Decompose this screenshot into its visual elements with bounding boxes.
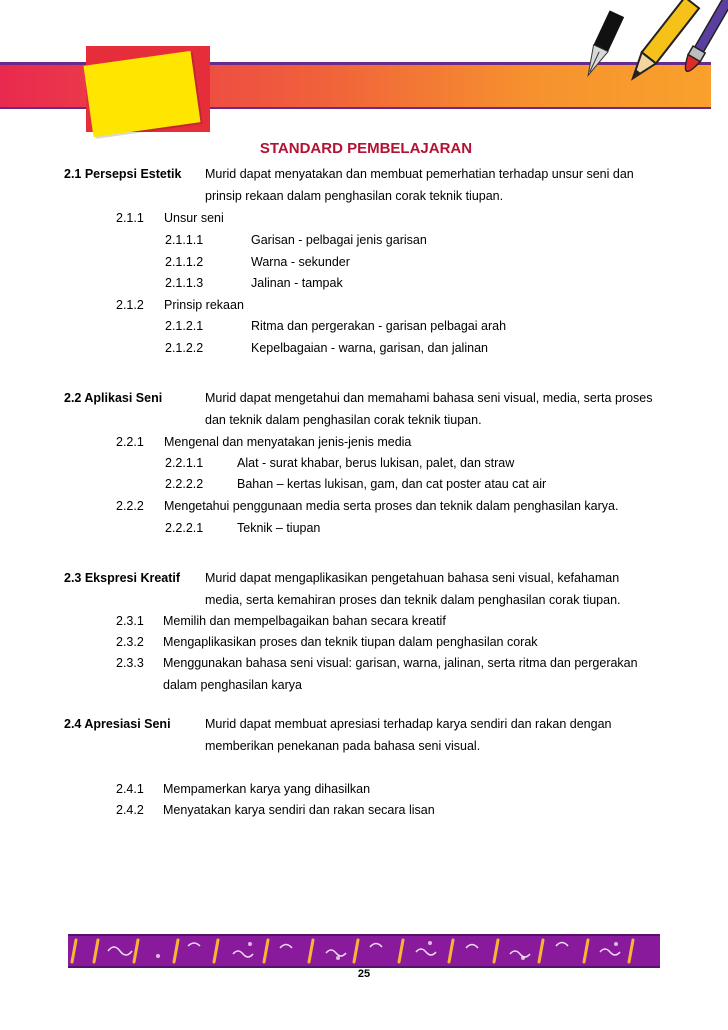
item-code: 2.4.2: [116, 803, 144, 817]
item-label: Mengetahui penggunaan media serta proses dan teknik dalam penghasilan karya.: [164, 499, 619, 513]
item-label: Jalinan - tampak: [251, 276, 343, 290]
section-2-1-desc: Murid dapat menyatakan dan membuat pemerhatian terhadap unsur seni dan: [205, 167, 634, 181]
item-code: 2.1.1: [116, 211, 144, 225]
item-code: 2.1.2.1: [165, 319, 204, 333]
footer-band: [68, 934, 660, 968]
section-2-3-desc-cont: media, serta kemahiran proses dan teknik dalam penghasilan corak tiupan.: [205, 593, 621, 607]
item-label: Teknik – tiupan: [237, 521, 321, 535]
item-label: Mengenal dan menyatakan jenis-jenis media: [164, 435, 412, 449]
item-code: 2.3.3: [116, 656, 144, 670]
item-code: 2.1.2.2: [165, 341, 204, 355]
yellow-note-decoration: [84, 51, 201, 137]
art-tools-icon: [560, 0, 728, 110]
item-label: Menggunakan bahasa seni visual: garisan, warna, jalinan, serta ritma dan pergerakan: [163, 656, 638, 670]
item-code: 2.2.2.1: [165, 521, 204, 535]
section-2-2-title: 2.2 Aplikasi Seni: [64, 391, 163, 405]
footer-pattern-icon: [68, 936, 660, 966]
item-label: Mengaplikasikan proses dan teknik tiupan dalam penghasilan corak: [163, 635, 538, 649]
item-label: Garisan - pelbagai jenis garisan: [251, 233, 427, 247]
item-code: 2.2.1.1: [165, 456, 204, 470]
item-code: 2.2.2: [116, 499, 144, 513]
item-code: 2.1.1.2: [165, 255, 204, 269]
section-2-4-desc-cont: memberikan penekanan pada bahasa seni visual.: [205, 739, 481, 753]
item-label: Menyatakan karya sendiri dan rakan secara lisan: [163, 803, 435, 817]
item-label: Bahan – kertas lukisan, gam, dan cat poster atau cat air: [237, 477, 547, 491]
item-label: Alat - surat khabar, berus lukisan, palet, dan straw: [237, 456, 515, 470]
item-label: Warna - sekunder: [251, 255, 350, 269]
item-label: Prinsip rekaan: [164, 298, 244, 312]
item-code: 2.2.1: [116, 435, 144, 449]
item-code: 2.4.1: [116, 782, 144, 796]
item-label: Ritma dan pergerakan - garisan pelbagai arah: [251, 319, 507, 333]
item-code: 2.1.2: [116, 298, 144, 312]
item-code: 2.3.1: [116, 614, 144, 628]
item-code: 2.2.2.2: [165, 477, 204, 491]
page-number: 25: [357, 968, 371, 980]
item-label: Mempamerkan karya yang dihasilkan: [163, 782, 371, 796]
item-code: 2.1.1.1: [165, 233, 204, 247]
page-title: STANDARD PEMBELAJARAN: [259, 140, 473, 157]
section-2-3-title: 2.3 Ekspresi Kreatif: [64, 571, 181, 585]
section-2-1-desc-cont: prinsip rekaan dalam penghasilan corak teknik tiupan.: [205, 189, 504, 203]
item-label: Unsur seni: [164, 211, 224, 225]
section-2-2-desc: Murid dapat mengetahui dan memahami bahasa seni visual, media, serta proses: [205, 391, 653, 405]
section-2-3-desc: Murid dapat mengaplikasikan pengetahuan bahasa seni visual, kefahaman: [205, 571, 620, 585]
item-code: 2.3.2: [116, 635, 144, 649]
section-2-4-title: 2.4 Apresiasi Seni: [64, 717, 171, 731]
item-label: Kepelbagaian - warna, garisan, dan jalinan: [251, 341, 488, 355]
section-2-4-desc: Murid dapat membuat apresiasi terhadap karya sendiri dan rakan dengan: [205, 717, 612, 731]
section-2-1-title: 2.1 Persepsi Estetik: [64, 167, 182, 181]
item-label: Memilih dan mempelbagaikan bahan secara kreatif: [163, 614, 446, 628]
item-code: 2.1.1.3: [165, 276, 204, 290]
item-label-cont: dalam penghasilan karya: [163, 678, 302, 692]
section-2-2-desc-cont: dan teknik dalam penghasilan corak teknik tiupan.: [205, 413, 482, 427]
